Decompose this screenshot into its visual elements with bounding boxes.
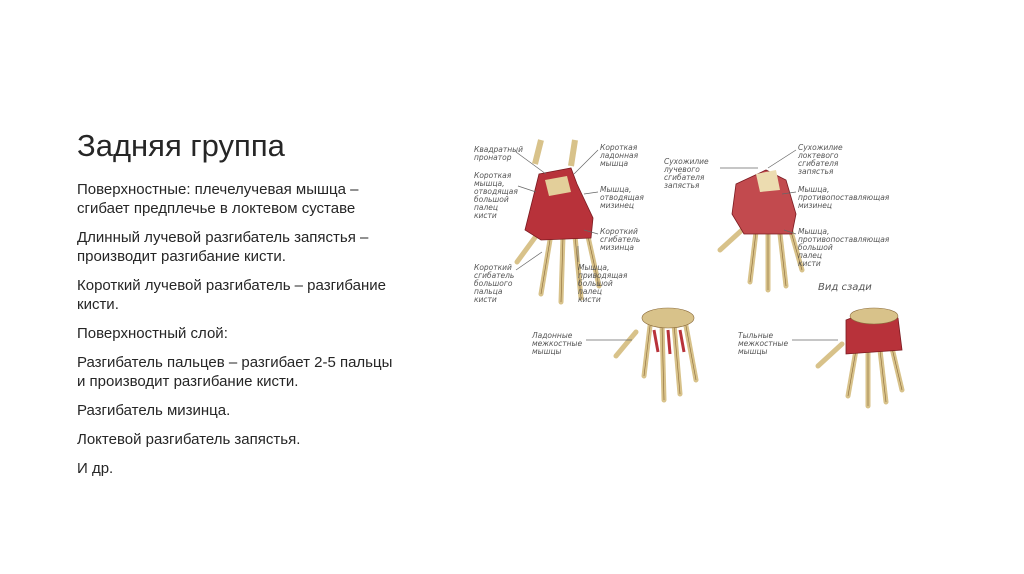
- bullet-item: И др.: [77, 460, 114, 477]
- label-back-view: Вид сзади: [818, 282, 872, 293]
- label-opponens-digiti-minimi: Мышца, противопоставляющая мизинец: [798, 185, 890, 210]
- hand-muscles-illustration: [466, 134, 926, 410]
- bullet-item: Разгибатель мизинца.: [77, 402, 231, 419]
- bullet-item: Поверхностный слой:: [77, 325, 228, 342]
- bullet-item: Длинный лучевой разгибатель запястья – производит разгибание кисти.: [77, 229, 369, 265]
- label-dorsal-interossei: Тыльные межкостные мышцы: [738, 331, 789, 356]
- label-palmar-interossei: Ладонные межкостные мышцы: [532, 331, 583, 356]
- label-adductor-pollicis: Мышца, приводящая большой палец кисти: [578, 263, 628, 304]
- label-abductor-digiti-minimi: Мышца, отводящая мизинец: [600, 185, 644, 210]
- slide-title: Задняя группа: [77, 128, 285, 163]
- bullet-item: Поверхностные: плечелучевая мышца – сгибает предплечье в локтевом суставе: [77, 181, 359, 217]
- hand-dorsal-interossei: [818, 308, 902, 406]
- bullet-list: [77, 180, 397, 488]
- hand-palmar-interossei: [616, 308, 696, 400]
- bullet-item: Разгибатель пальцев – разгибает 2-5 пальцы и производит разгибание кисти.: [77, 354, 393, 390]
- bullet-item: Короткий лучевой разгибатель – разгибание кисти.: [77, 277, 387, 313]
- label-palmaris-brevis: Короткая ладонная мышца: [600, 143, 639, 168]
- label-tendon-radial-flexor: Сухожилие лучевого сгибателя запястья: [664, 157, 709, 190]
- label-opponens-pollicis: Мышца, противопоставляющая большой палец кисти: [798, 227, 890, 268]
- bullet-item: Локтевой разгибатель запястья.: [77, 431, 301, 448]
- label-flexor-digiti-minimi: Короткий сгибатель мизинца: [600, 227, 641, 252]
- hand-deep-view: [720, 170, 802, 290]
- label-flexor-pollicis-brevis: Короткий сгибатель большого пальца кисти: [474, 263, 515, 304]
- label-abductor-pollicis-brevis: Короткая мышца, отводящая большой палец кисти: [474, 171, 518, 220]
- label-quadratus-pronator: Квадратный пронатор: [474, 145, 523, 162]
- label-tendon-ulnar-flexor: Сухожилие локтевого сгибателя запястья: [798, 143, 843, 176]
